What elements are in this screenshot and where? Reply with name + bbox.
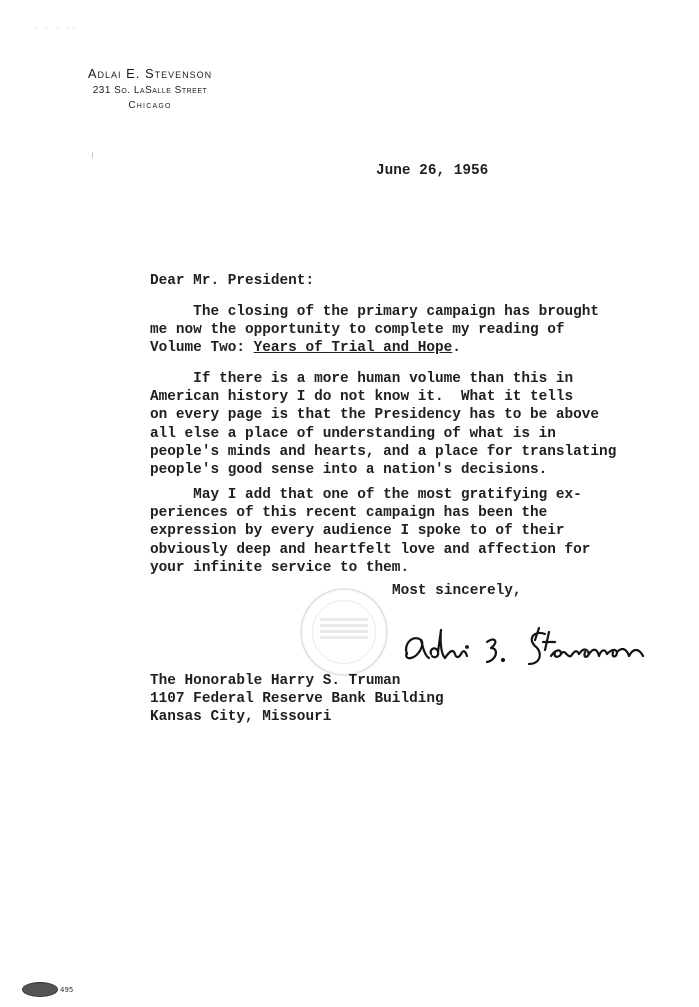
paragraph-line: me now the opportunity to complete my reading of [150, 322, 565, 339]
paragraph-line [150, 339, 599, 357]
letterhead-street: 231 So. LaSalle Street [92, 85, 208, 96]
paragraph-line: May I add that one of the most gratifying ex- [150, 487, 582, 503]
recipient-street: 1107 Federal Reserve Bank Building [150, 691, 444, 708]
margin-tick [92, 152, 93, 158]
paragraph-line: on every page is that the Presidency has to be above [150, 407, 600, 424]
volume-prefix: Volume Two: [150, 340, 254, 357]
paragraph-line: expression by every audience I spoke to of their [150, 523, 565, 540]
letter-date: June 26, 1956 [376, 163, 489, 179]
paragraph-line: all else a place of understanding of what is in [150, 425, 556, 442]
paragraph-line: American history I do not know it. What it tells [150, 389, 574, 406]
received-stamp [300, 588, 388, 676]
footer-number: 495 [60, 985, 74, 994]
letterhead [70, 66, 230, 111]
footer-mark [22, 982, 73, 997]
complimentary-close: Most sincerely, [392, 583, 522, 599]
paragraph-line: If there is a more human volume than this in [150, 371, 574, 387]
paragraph-line: people's minds and hearts, and a place for translating [150, 443, 617, 460]
title-period: . [452, 340, 461, 357]
salutation: Dear Mr. President: [150, 273, 315, 289]
handwritten-signature [395, 620, 655, 680]
paragraph-1 [150, 303, 599, 358]
paragraph-line: people's good sense into a nation's decisions. [150, 462, 548, 479]
paragraph-line: periences of this recent campaign has been the [150, 505, 548, 522]
paragraph-line: obviously deep and heartfelt love and affection for [150, 541, 591, 558]
faint-marks: · · · ·· [34, 24, 79, 33]
paragraph-3 [150, 486, 590, 577]
letterhead-city: Chicago [128, 100, 172, 111]
recipient-address [150, 672, 444, 727]
paragraph-line: your infinite service to them. [150, 559, 410, 576]
book-title: Years of Trial and Hope [253, 340, 453, 357]
letterhead-name: Adlai E. Stevenson [87, 66, 213, 81]
paragraph-line: The closing of the primary campaign has brought [150, 304, 600, 320]
stamp-text-lines [320, 618, 368, 646]
union-bug-icon [22, 982, 58, 997]
recipient-city: Kansas City, Missouri [150, 709, 332, 726]
recipient-name: The Honorable Harry S. Truman [150, 673, 401, 689]
paragraph-2 [150, 370, 616, 479]
